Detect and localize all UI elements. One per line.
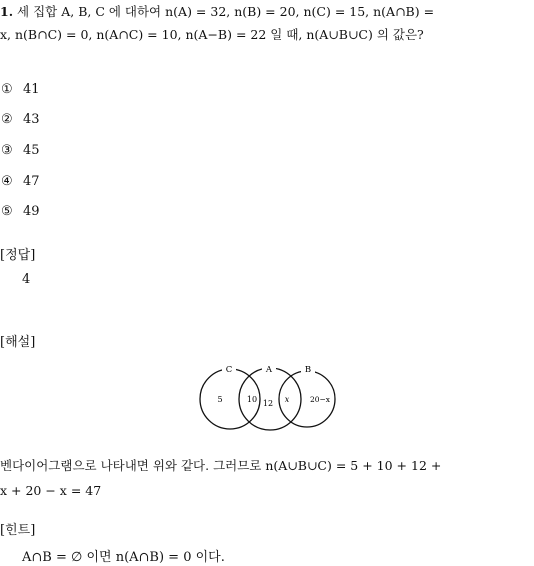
set-c-label: C (225, 365, 233, 375)
solution-label: [해설] (0, 335, 36, 350)
question-text-1: 세 집합 A, B, C 에 대하여 n(A) = 32, n(B) = 20, n(C) = 15, n(A∩B) = (17, 4, 435, 19)
region-a-and-c: 10 (246, 395, 258, 404)
option-3-value: 45 (23, 143, 40, 158)
option-5-value: 49 (23, 204, 40, 219)
option-4-value: 47 (23, 174, 40, 189)
answer-value: 4 (22, 272, 31, 287)
region-b-only: 20−x (309, 395, 331, 404)
hint-text: A∩B = ∅ 이면 n(A∩B) = 0 이다. (22, 550, 225, 565)
answer-label: [정답] (0, 248, 36, 263)
option-1-value: 41 (23, 82, 40, 97)
hint-label: [힌트] (0, 523, 36, 538)
option-4-marker: ④ (1, 174, 13, 189)
option-2-marker: ② (1, 112, 13, 127)
solution-line-2: x + 20 − x = 47 (0, 483, 102, 498)
region-a-only: 12 (262, 399, 274, 408)
option-3-marker: ③ (1, 143, 13, 158)
question-line-1 (0, 4, 434, 20)
region-a-and-b: x (284, 395, 290, 404)
option-1[interactable] (1, 82, 40, 97)
venn-diagram (190, 360, 340, 432)
set-b-label: B (304, 365, 312, 375)
option-2-value: 43 (23, 112, 40, 127)
region-c-only: 5 (217, 395, 223, 404)
question-number: 1. (0, 4, 14, 19)
option-2[interactable] (1, 112, 40, 127)
option-3[interactable] (1, 143, 40, 158)
option-5-marker: ⑤ (1, 204, 13, 219)
option-1-marker: ① (1, 82, 13, 97)
solution-line-1: 벤다이어그램으로 나타내면 위와 같다. 그러므로 n(A∪B∪C) = 5 + 10 + 12 + (0, 458, 442, 473)
option-5[interactable] (1, 204, 40, 219)
set-a-label: A (265, 365, 273, 375)
option-4[interactable] (1, 174, 40, 189)
question-text-2: x, n(B∩C) = 0, n(A∩C) = 10, n(A−B) = 22 일 때, n(A∪B∪C) 의 값은? (0, 27, 424, 42)
